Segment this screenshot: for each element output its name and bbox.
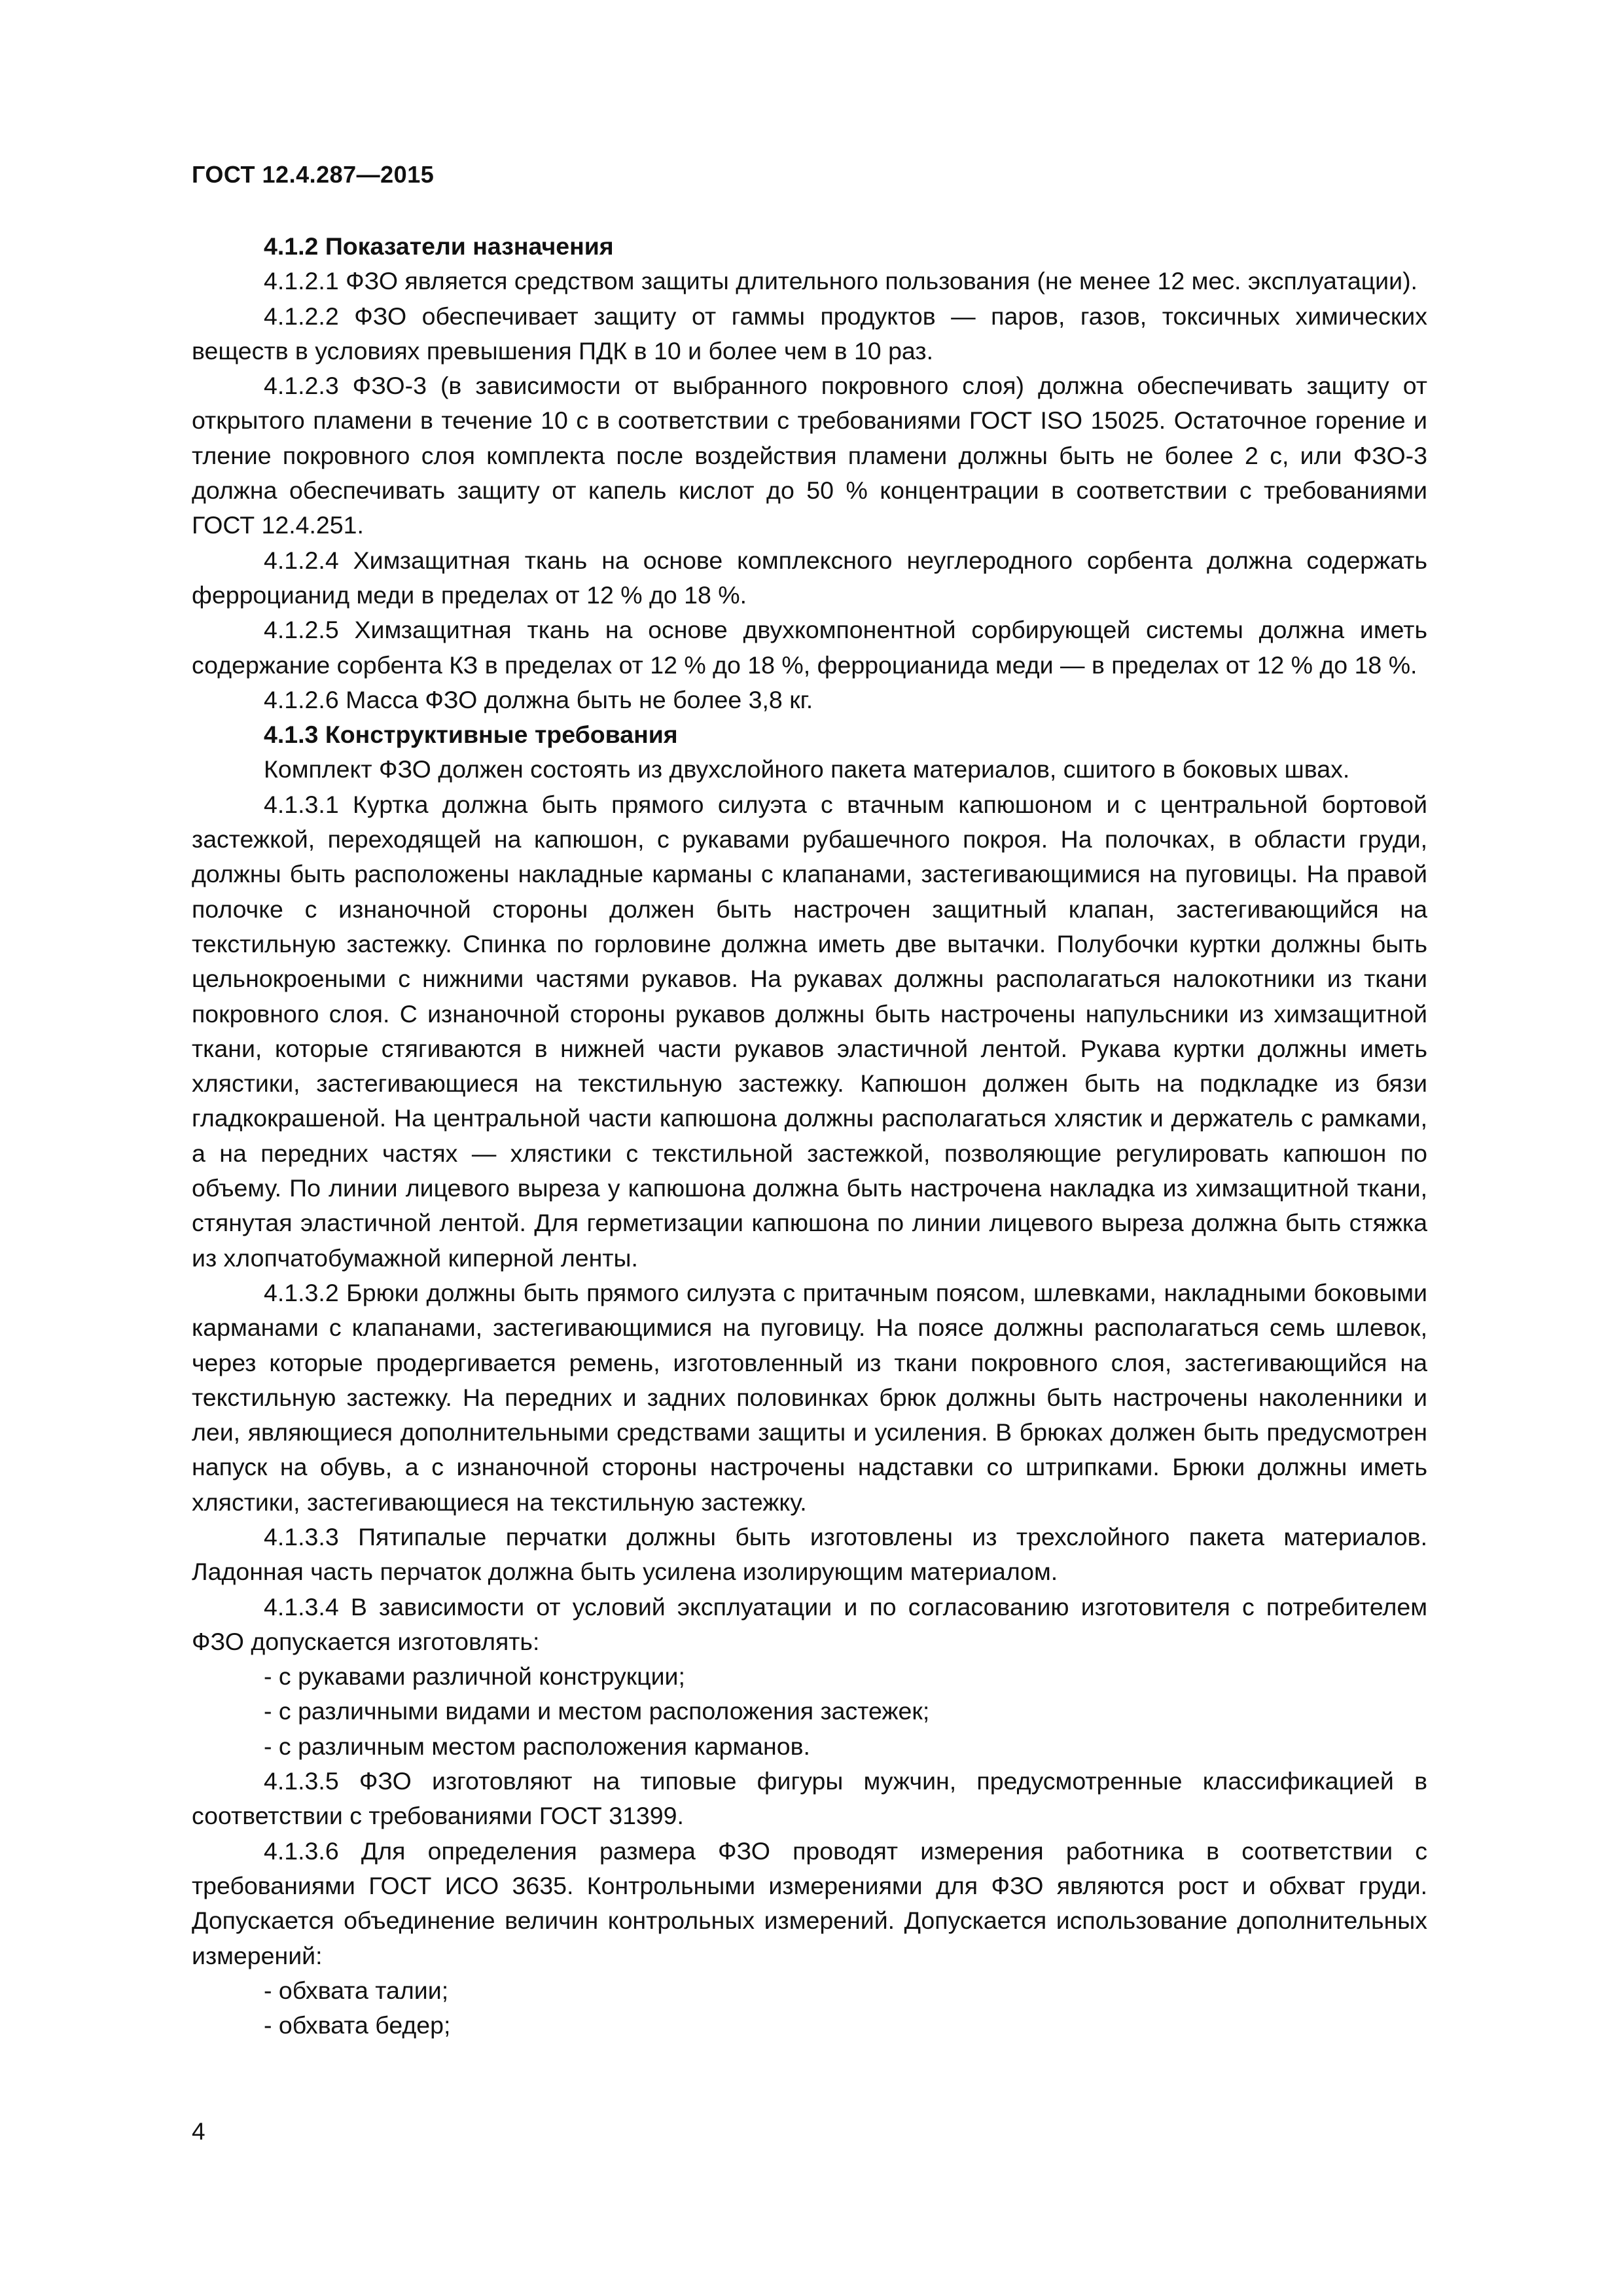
- paragraph-4-1-3-3: 4.1.3.3 Пятипалые перчатки должны быть изготовлены из трехслойного пакета материалов. Ладонная часть перчаток должна быть усилена изолирующим материалом.: [192, 1522, 1427, 1586]
- list-item: - с рукавами различной конструкции;: [264, 1662, 685, 1691]
- paragraph-4-1-2-2: 4.1.2.2 ФЗО обеспечивает защиту от гаммы продуктов — паров, газов, токсичных химических веществ в условиях превышения ПДК в 10 и более чем в 10 раз.: [192, 302, 1427, 365]
- paragraph-4-1-3-4: 4.1.3.4 В зависимости от условий эксплуатации и по согласованию изготовителя с потребителем ФЗО допускается изготовлять:: [192, 1592, 1427, 1655]
- paragraph-4-1-2-3: 4.1.2.3 ФЗО-3 (в зависимости от выбранного покровного слоя) должна обеспечивать защиту от открытого пламени в течение 10 с в соответствии с требованиями ГОСТ ISO 15025. Остаточное горение и тление покровного слоя комплекта после воздействия пламени должны быть не более 2 с, или ФЗО-3 должна обеспечивать защиту от капель кислот до 50 % концентрации в соответствии с требованиями ГОСТ 12.4.251.: [192, 372, 1427, 539]
- paragraph-4-1-3-intro: Комплект ФЗО должен состоять из двухслойного пакета материалов, сшитого в боковых швах.: [264, 755, 1350, 783]
- list-item: - с различными видами и местом расположения застежек;: [264, 1697, 930, 1725]
- section-heading-4-1-2: 4.1.2 Показатели назначения: [264, 232, 614, 260]
- paragraph-4-1-3-1: 4.1.3.1 Куртка должна быть прямого силуэта с втачным капюшоном и с центральной бортовой застежкой, переходящей на капюшон, с рукавами рубашечного покроя. На полочках, в области груди, должны быть расположены накладные карманы с клапанами, застегивающимися на пуговицы. На правой полочке с изнаночной стороны должен быть настрочен защитный клапан, застегивающийся на текстильную застежку. Спинка по горловине должна иметь две вытачки. Полубочки куртки должны быть цельнокроеными с нижними частями рукавов. На рукавах должны располагаться налокотники из ткани покровного слоя. С изнаночной стороны рукавов должны быть настрочены напульсники из химзащитной ткани, которые стягиваются в нижней части рукавов эластичной лентой. Рукава куртки должны иметь хлястики, застегивающиеся на текстильную застежку. Капюшон должен быть на подкладке из бязи гладкокрашеной. На центральной части капюшона должны располагаться хлястик и держатель с рамками, а на передних частях — хлястики с текстильной застежкой, позволяющие регулировать капюшон по объему. По линии лицевого выреза у капюшона должна быть настрочена накладка из химзащитной ткани, стянутая эластичной лентой. Для герметизации капюшона по линии лицевого выреза должна быть стяжка из хлопчатобумажной киперной ленты.: [192, 790, 1427, 1272]
- list-item: - обхвата бедер;: [264, 2011, 451, 2039]
- list-item: - обхвата талии;: [264, 1976, 449, 2004]
- page-number: 4: [192, 2118, 205, 2145]
- paragraph-4-1-2-1: 4.1.2.1 ФЗО является средством защиты длительного пользования (не менее 12 мес. эксплуатации).: [264, 267, 1418, 295]
- paragraph-4-1-2-4: 4.1.2.4 Химзащитная ткань на основе комплексного неуглеродного сорбента должна содержать ферроцианид меди в пределах от 12 % до 18 %.: [192, 546, 1427, 609]
- section-heading-4-1-3: 4.1.3 Конструктивные требования: [264, 721, 678, 749]
- paragraph-4-1-3-5: 4.1.3.5 ФЗО изготовляют на типовые фигуры мужчин, предусмотренные классификацией в соответствии с требованиями ГОСТ 31399.: [192, 1767, 1427, 1830]
- paragraph-4-1-3-2: 4.1.3.2 Брюки должны быть прямого силуэта с притачным поясом, шлевками, накладными боковыми карманами с клапанами, застегивающимися на пуговицу. На поясе должны располагаться семь шлевок, через которые продергивается ремень, изготовленный из ткани покровного слоя, застегивающийся на текстильную застежку. На передних и задних половинках брюк должны быть настрочены наколенники и леи, являющиеся дополнительными средствами защиты и усиления. В брюках должен быть предусмотрен напуск на обувь, а с изнаночной стороны настрочены надставки со штрипками. Брюки должны иметь хлястики, застегивающиеся на текстильную застежку.: [192, 1278, 1427, 1516]
- document-code-header: ГОСТ 12.4.287—2015: [192, 161, 435, 188]
- list-item: - с различным местом расположения карманов.: [264, 1732, 810, 1760]
- paragraph-4-1-3-6: 4.1.3.6 Для определения размера ФЗО проводят измерения работника в соответствии с требованиями ГОСТ ИСО 3635. Контрольными измерениями для ФЗО являются рост и обхват груди. Допускается объединение величин контрольных измерений. Допускается использование дополнительных измерений:: [192, 1837, 1427, 1969]
- document-body: [192, 229, 1427, 2043]
- paragraph-4-1-2-6: 4.1.2.6 Масса ФЗО должна быть не более 3,8 кг.: [264, 685, 813, 713]
- paragraph-4-1-2-5: 4.1.2.5 Химзащитная ткань на основе двухкомпонентной сорбирующей системы должна иметь содержание сорбента КЗ в пределах от 12 % до 18 %, ферроцианида меди — в пределах от 12 % до 18 %.: [192, 616, 1427, 679]
